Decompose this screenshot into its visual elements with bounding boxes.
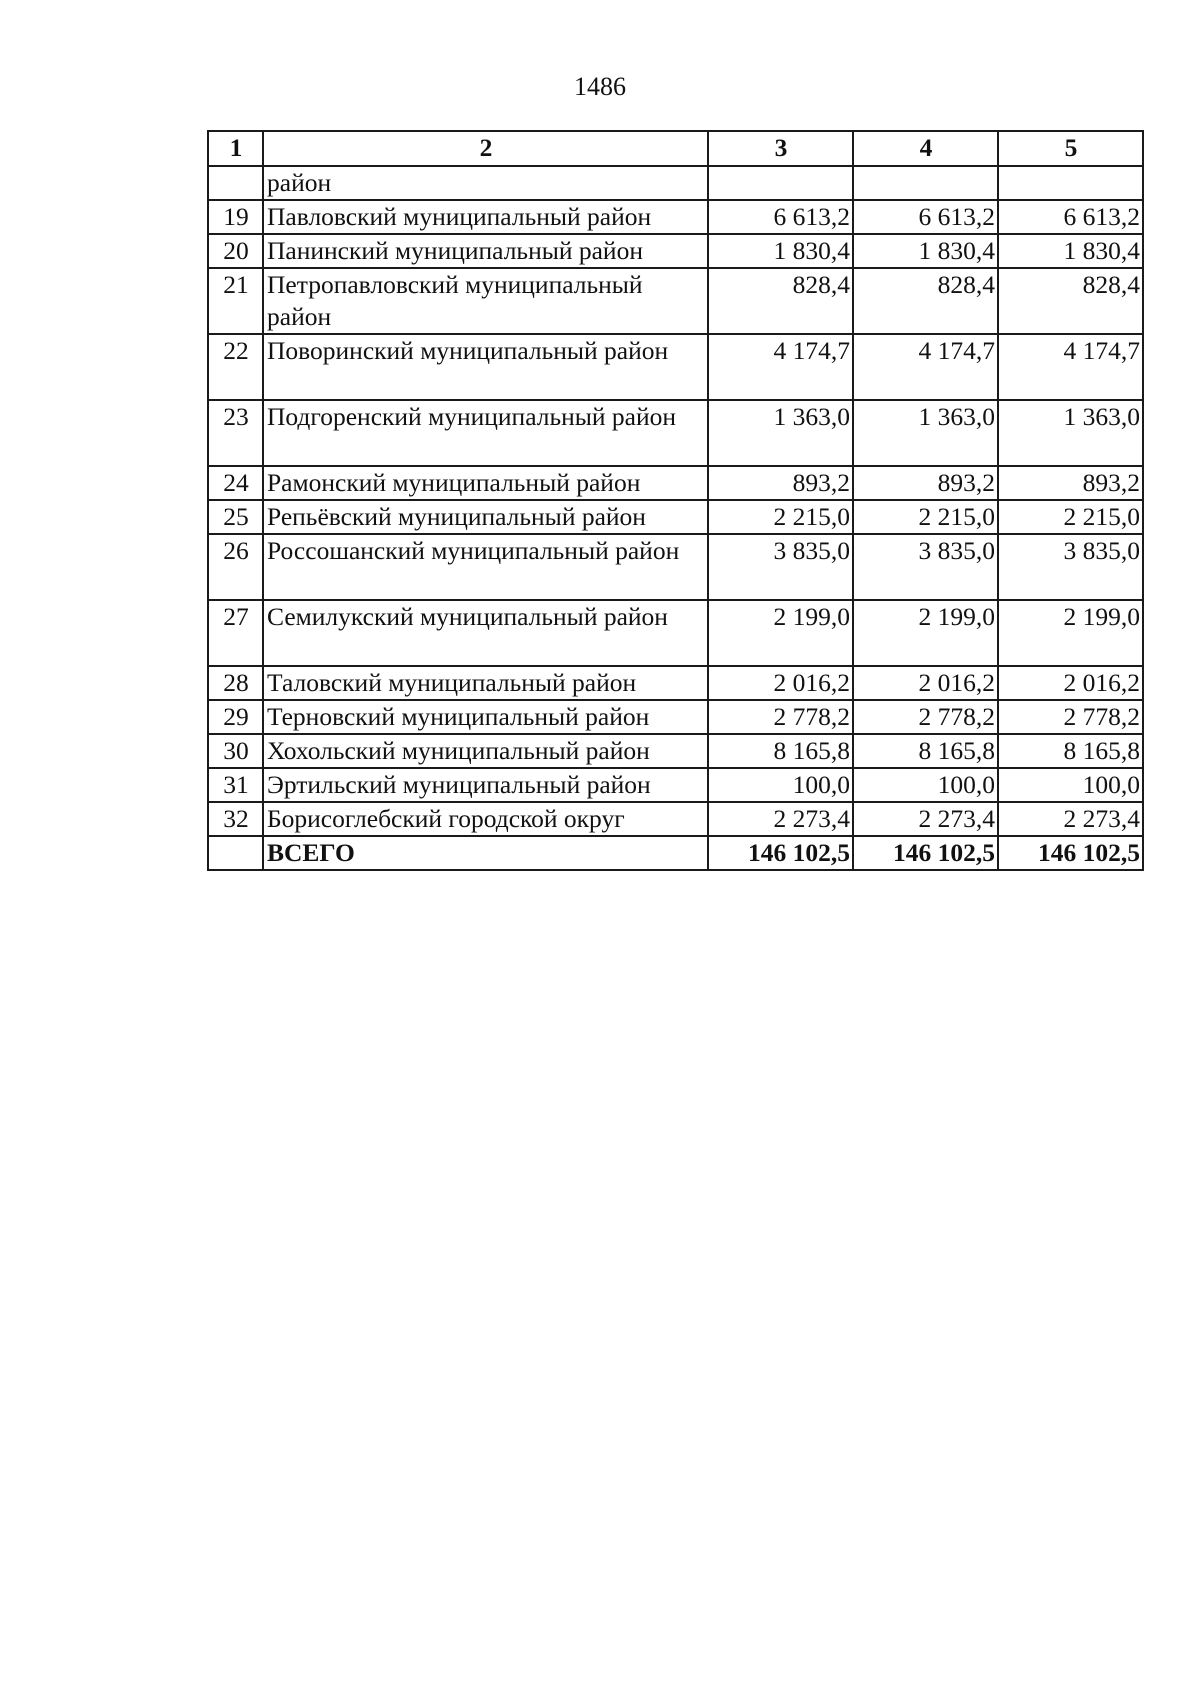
row-name: район: [263, 166, 708, 200]
row-value-col5: 4 174,7: [998, 334, 1143, 400]
row-value-col5: 893,2: [998, 466, 1143, 500]
table-row: [208, 802, 1143, 836]
row-name: Репьёвский муниципальный район: [263, 500, 708, 534]
row-value-col4: 1 363,0: [853, 400, 998, 466]
row-value-col4: 2 215,0: [853, 500, 998, 534]
table-row-continuation: [208, 166, 1143, 200]
row-value-col5: 2 273,4: [998, 802, 1143, 836]
row-value-col4: 100,0: [853, 768, 998, 802]
row-number: 27: [208, 600, 263, 666]
row-value-col4: 2 778,2: [853, 700, 998, 734]
row-value-col5: 2 215,0: [998, 500, 1143, 534]
table-row: [208, 334, 1143, 400]
table-row: [208, 600, 1143, 666]
allocation-table: [207, 130, 1144, 871]
row-number: 24: [208, 466, 263, 500]
row-number: 20: [208, 234, 263, 268]
row-value-col4: [853, 166, 998, 200]
header-col-5: 5: [998, 131, 1143, 166]
row-number: 32: [208, 802, 263, 836]
table-row: [208, 200, 1143, 234]
row-value-col3: 2 273,4: [708, 802, 853, 836]
row-value-col5: 100,0: [998, 768, 1143, 802]
row-value-col5: 2 778,2: [998, 700, 1143, 734]
row-name: Семилукский муниципальный район: [263, 600, 708, 666]
row-value-col3: 893,2: [708, 466, 853, 500]
row-value-col4: 3 835,0: [853, 534, 998, 600]
row-value-col3: 2 016,2: [708, 666, 853, 700]
row-value-col5: 8 165,8: [998, 734, 1143, 768]
row-value-col3: 8 165,8: [708, 734, 853, 768]
total-value-col4: 146 102,5: [853, 836, 998, 870]
row-value-col3: [708, 166, 853, 200]
row-value-col5: 2 016,2: [998, 666, 1143, 700]
row-value-col4: 2 273,4: [853, 802, 998, 836]
row-name: Терновский муниципальный район: [263, 700, 708, 734]
row-name: Петропавловский муниципальный район: [263, 268, 708, 334]
table-row: [208, 466, 1143, 500]
table-total-row: [208, 836, 1143, 870]
row-value-col3: 1 363,0: [708, 400, 853, 466]
row-value-col3: 2 199,0: [708, 600, 853, 666]
table-row: [208, 400, 1143, 466]
header-col-1: 1: [208, 131, 263, 166]
row-number: [208, 166, 263, 200]
header-col-4: 4: [853, 131, 998, 166]
row-value-col4: 1 830,4: [853, 234, 998, 268]
row-number: 19: [208, 200, 263, 234]
row-value-col5: 1 830,4: [998, 234, 1143, 268]
table-row: [208, 734, 1143, 768]
row-value-col5: 3 835,0: [998, 534, 1143, 600]
row-value-col3: 2 215,0: [708, 500, 853, 534]
row-value-col4: 2 199,0: [853, 600, 998, 666]
row-value-col5: 1 363,0: [998, 400, 1143, 466]
table-row: [208, 234, 1143, 268]
table-row: [208, 534, 1143, 600]
row-value-col5: 2 199,0: [998, 600, 1143, 666]
row-value-col5: 6 613,2: [998, 200, 1143, 234]
row-name: Поворинский муниципальный район: [263, 334, 708, 400]
total-label: ВСЕГО: [263, 836, 708, 870]
row-value-col5: 828,4: [998, 268, 1143, 334]
row-value-col3: 6 613,2: [708, 200, 853, 234]
row-value-col4: 4 174,7: [853, 334, 998, 400]
row-name: Россошанский муниципальный район: [263, 534, 708, 600]
table-row: [208, 268, 1143, 334]
row-name: Рамонский муниципальный район: [263, 466, 708, 500]
row-name: Хохольский муниципальный район: [263, 734, 708, 768]
header-col-2: 2: [263, 131, 708, 166]
row-name: Борисоглебский городской округ: [263, 802, 708, 836]
row-name: Панинский муниципальный район: [263, 234, 708, 268]
row-name: Подгоренский муниципальный район: [263, 400, 708, 466]
row-name: Эртильский муниципальный район: [263, 768, 708, 802]
row-value-col3: 1 830,4: [708, 234, 853, 268]
row-number: 22: [208, 334, 263, 400]
row-value-col4: 893,2: [853, 466, 998, 500]
total-value-col5: 146 102,5: [998, 836, 1143, 870]
total-value-col3: 146 102,5: [708, 836, 853, 870]
header-col-3: 3: [708, 131, 853, 166]
row-name: Павловский муниципальный район: [263, 200, 708, 234]
total-number: [208, 836, 263, 870]
table-row: [208, 666, 1143, 700]
row-value-col4: 2 016,2: [853, 666, 998, 700]
row-number: 30: [208, 734, 263, 768]
row-value-col4: 8 165,8: [853, 734, 998, 768]
row-name: Таловский муниципальный район: [263, 666, 708, 700]
row-value-col3: 828,4: [708, 268, 853, 334]
row-number: 25: [208, 500, 263, 534]
row-number: 21: [208, 268, 263, 334]
row-value-col3: 100,0: [708, 768, 853, 802]
row-value-col4: 6 613,2: [853, 200, 998, 234]
row-number: 29: [208, 700, 263, 734]
row-value-col3: 2 778,2: [708, 700, 853, 734]
table-row: [208, 700, 1143, 734]
row-value-col4: 828,4: [853, 268, 998, 334]
table-row: [208, 768, 1143, 802]
page-number: 1486: [574, 72, 626, 101]
row-value-col3: 4 174,7: [708, 334, 853, 400]
row-number: 26: [208, 534, 263, 600]
row-value-col3: 3 835,0: [708, 534, 853, 600]
table-header-row: [208, 131, 1143, 166]
row-number: 31: [208, 768, 263, 802]
table-row: [208, 500, 1143, 534]
row-number: 28: [208, 666, 263, 700]
row-number: 23: [208, 400, 263, 466]
row-value-col5: [998, 166, 1143, 200]
